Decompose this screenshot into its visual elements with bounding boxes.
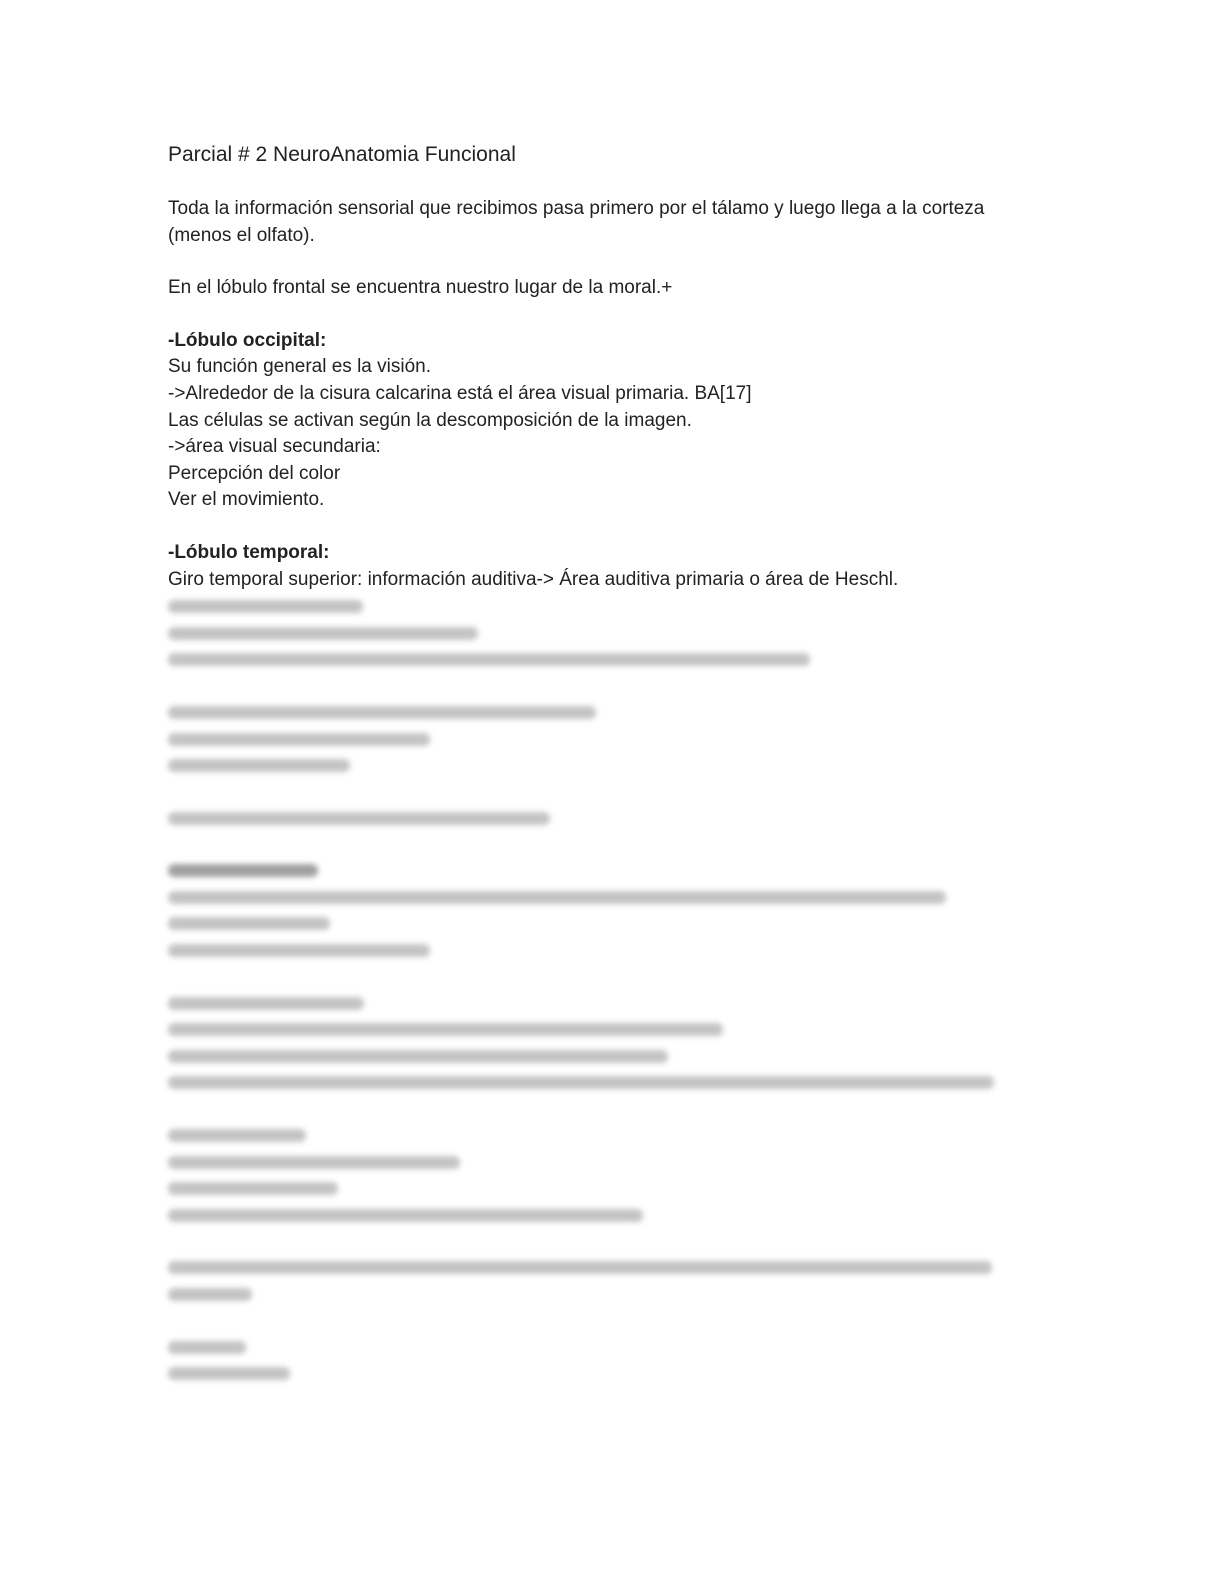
blurred-line xyxy=(168,1069,1048,1096)
blurred-line xyxy=(168,726,1048,753)
blurred-line xyxy=(168,1202,1048,1229)
blurred-line xyxy=(168,1016,1048,1043)
blurred-line xyxy=(168,1281,1048,1308)
section-heading-occipital: -Lóbulo occipital: xyxy=(168,329,327,351)
blurred-line xyxy=(168,752,1048,779)
blurred-line xyxy=(168,1254,1048,1281)
blurred-line xyxy=(168,646,1048,673)
blurred-line xyxy=(168,1149,1048,1176)
blurred-line xyxy=(168,857,1048,884)
document-title: Parcial # 2 NeuroAnatomia Funcional xyxy=(168,143,516,166)
section-occipital xyxy=(168,328,1048,514)
blurred-line xyxy=(168,990,1048,1017)
blurred-line xyxy=(168,1360,1048,1387)
intro-paragraph-2: En el lóbulo frontal se encuentra nuestro lugar de la moral.+ xyxy=(168,277,673,299)
section-temporal xyxy=(168,540,1048,593)
blurred-line xyxy=(168,1122,1048,1149)
blurred-line xyxy=(168,910,1048,937)
blurred-line xyxy=(168,620,1048,647)
occipital-line: Las células se activan según la descomposición de la imagen. xyxy=(168,409,692,431)
section-heading-temporal: -Lóbulo temporal: xyxy=(168,541,330,563)
blurred-line xyxy=(168,699,1048,726)
occipital-line: Percepción del color xyxy=(168,462,341,484)
blurred-content xyxy=(168,593,1048,1387)
blurred-line xyxy=(168,593,1048,620)
temporal-line: Giro temporal superior: información auditiva-> Área auditiva primaria o área de Heschl. xyxy=(168,568,899,590)
occipital-line: ->Alrededor de la cisura calcarina está el área visual primaria. BA[17] xyxy=(168,382,752,404)
document-page xyxy=(168,140,1048,1413)
blurred-line xyxy=(168,1334,1048,1361)
blurred-line xyxy=(168,1043,1048,1070)
intro-paragraph-1: Toda la información sensorial que recibimos pasa primero por el tálamo y luego llega a la corteza (menos el olfato). xyxy=(168,198,985,246)
blurred-line xyxy=(168,937,1048,964)
occipital-line: Su función general es la visión. xyxy=(168,356,431,378)
blurred-line xyxy=(168,884,1048,911)
occipital-line: ->área visual secundaria: xyxy=(168,436,381,458)
blurred-line xyxy=(168,805,1048,832)
occipital-line: Ver el movimiento. xyxy=(168,489,325,511)
blurred-line xyxy=(168,1175,1048,1202)
